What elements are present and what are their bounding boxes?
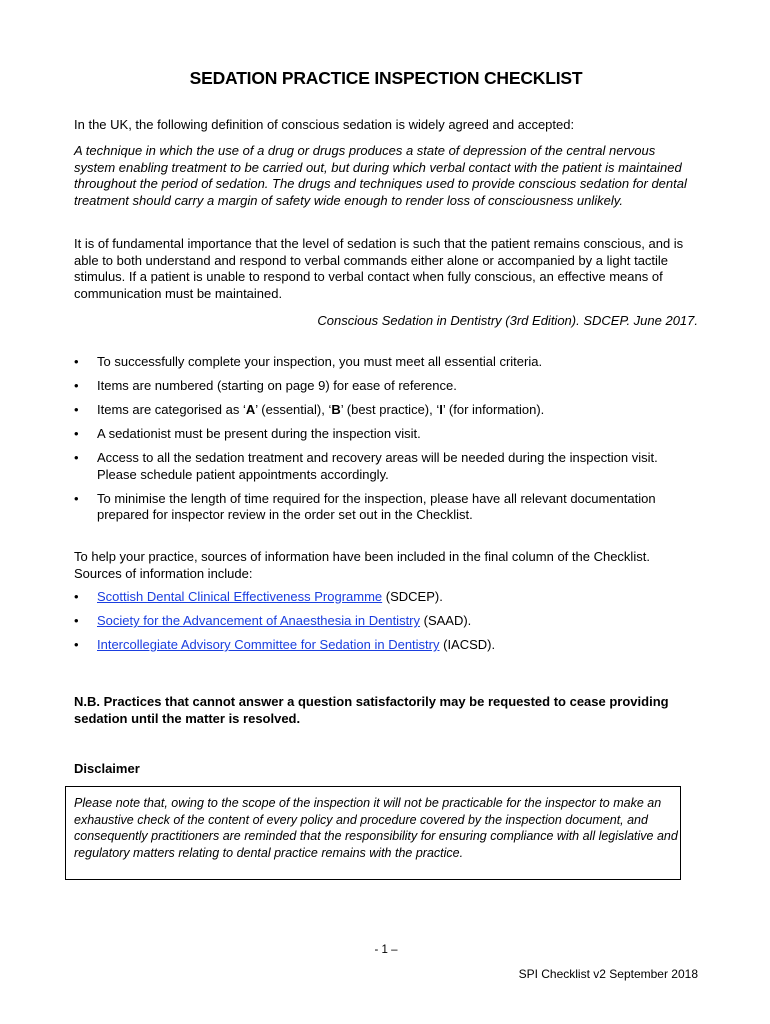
bullet-icon: • — [74, 378, 79, 393]
bullet-icon: • — [74, 354, 79, 369]
bullet-icon: • — [74, 589, 79, 604]
list-item — [74, 450, 698, 483]
disclaimer-text: Please note that, owing to the scope of the inspection it will not be practicable for the inspector to make an exhaustive check of the content of every policy and procedure covered by the inspection document, and consequently practitioners are reminded that the responsibility for ensuring compliance with all legislative and regulatory matters relating to dental practice remains with the practice. — [74, 796, 678, 860]
list-item — [74, 354, 698, 371]
bullet-icon: • — [74, 450, 79, 465]
sdcep-link[interactable]: Scottish Dental Clinical Effectiveness Programme — [97, 589, 383, 604]
inspection-requirements-list — [74, 354, 698, 531]
iacsd-link[interactable]: Intercollegiate Advisory Committee for Sedation in Dentistry — [97, 637, 440, 652]
list-item — [74, 491, 698, 524]
citation: Conscious Sedation in Dentistry (3rd Edition). SDCEP. June 2017. — [317, 313, 698, 328]
category-i: I — [439, 402, 443, 417]
sources-list — [74, 589, 698, 661]
sources-intro-paragraph: To help your practice, sources of information have been included in the final column of the Checklist. Sources of information include: — [74, 549, 650, 581]
list-item-text: To successfully complete your inspection, you must meet all essential criteria. — [97, 354, 543, 369]
intro-paragraph: In the UK, the following definition of conscious sedation is widely agreed and accepted: — [74, 117, 575, 132]
list-item — [74, 378, 698, 395]
list-item-text: Items are numbered (starting on page 9) for ease of reference. — [97, 378, 457, 393]
definition-paragraph: A technique in which the use of a drug or drugs produces a state of depression of the central nervous system enabling treatment to be carried out, but during which verbal contact with the patient is maintained throughout the period of sedation. The drugs and techniques used to provide conscious sedation for dental treatment should carry a margin of safety wide enough to render loss of consciousness unlikely. — [74, 143, 687, 208]
list-item-text: Items are categorised as ‘A’ (essential), ‘B’ (best practice), ‘I’ (for information). — [97, 402, 545, 417]
source-item-iacsd — [74, 637, 698, 654]
category-b: B — [331, 402, 341, 417]
list-item-text: Access to all the sedation treatment and recovery areas will be needed during the inspection visit. Please schedule patient appointments accordingly. — [97, 450, 658, 482]
source-abbrev: (SAAD). — [420, 613, 472, 628]
bullet-icon: • — [74, 402, 79, 417]
list-item — [74, 402, 698, 419]
source-abbrev: (IACSD). — [439, 637, 496, 652]
bullet-icon: • — [74, 426, 79, 441]
source-item-sdcep — [74, 589, 698, 606]
category-a: A — [245, 402, 256, 417]
list-item — [74, 426, 698, 443]
bullet-icon: • — [74, 637, 79, 652]
disclaimer-box — [65, 786, 681, 880]
source-item-saad — [74, 613, 698, 630]
saad-link[interactable]: Society for the Advancement of Anaesthesia in Dentistry — [97, 613, 421, 628]
list-item-text: A sedationist must be present during the inspection visit. — [97, 426, 421, 441]
source-abbrev: (SDCEP). — [382, 589, 443, 604]
bullet-icon: • — [74, 490, 79, 506]
page-number: - 1 – — [374, 944, 398, 956]
document-title: SEDATION PRACTICE INSPECTION CHECKLIST — [189, 68, 583, 88]
fundamental-paragraph: It is of fundamental importance that the level of sedation is such that the patient remains conscious, and is able to both understand and respond to verbal commands either alone or accompanied by a light tactile stimulus. If a patient is unable to respond to verbal contact when fully conscious, an effective means of communication must be maintained. — [74, 236, 684, 301]
list-item-text: To minimise the length of time required for the inspection, please have all relevant documentation prepared for inspector review in the order set out in the Checklist. — [97, 490, 656, 522]
bullet-icon: • — [74, 613, 79, 628]
nb-notice: N.B. Practices that cannot answer a question satisfactorily may be requested to cease providing sedation until the matter is resolved. — [74, 694, 669, 726]
disclaimer-heading: Disclaimer — [74, 761, 140, 776]
footer-version: SPI Checklist v2 September 2018 — [518, 967, 698, 981]
